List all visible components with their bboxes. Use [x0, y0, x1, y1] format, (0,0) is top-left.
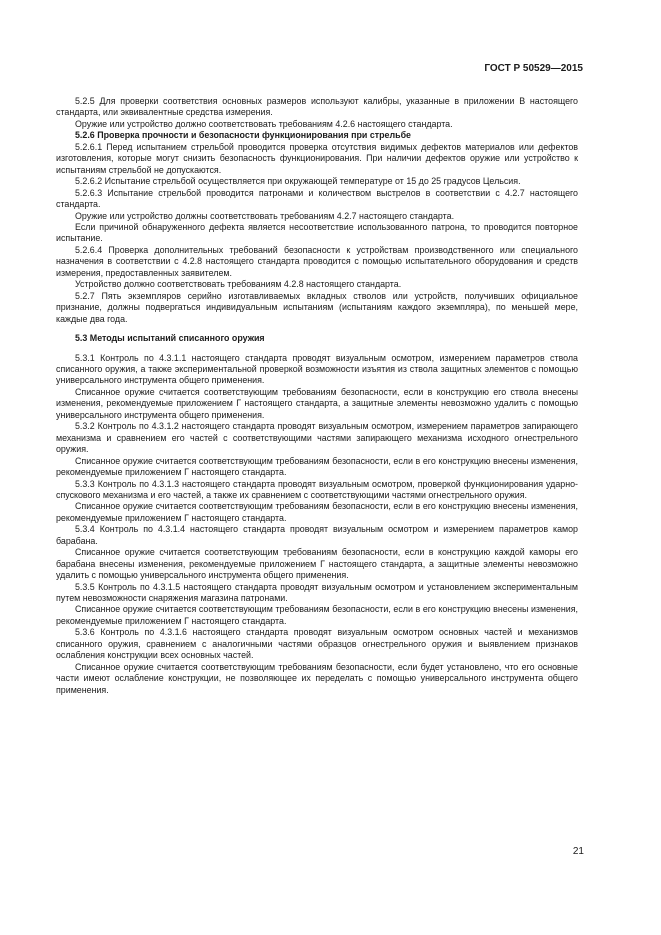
paragraph: Устройство должно соответствовать требованиям 4.2.8 настоящего стандарта. [75, 279, 402, 290]
paragraph: 5.2.6.1 Перед испытанием стрельбой проводится проверка отсутствия видимых дефектов материалов или дефектов изготовления, которые могут снизить безопасность функционирования. При наличии дефектов оружие или устройство к испытаниям стрельбой не допускаются. [56, 141, 578, 175]
paragraph: 5.2.5 Для проверки соответствия основных размеров используют калибры, указанные в приложении В настоящего стандарта, или эквивалентные средства измерения. [56, 96, 578, 118]
paragraph: Списанное оружие считается соответствующим требованиям безопасности, если в конструкцию его ствола внесены изменения, рекомендуемые приложением Г настоящего стандарта, а защитные элементы невозможно удалить с помощью универсального инструмента общего применения. [56, 386, 578, 420]
section-heading: 5.2.6 Проверка прочности и безопасности функционирования при стрельбе [75, 130, 411, 141]
paragraph: 5.2.7 Пять экземпляров серийно изготавливаемых вкладных стволов или устройств, получивших официальное признание, должны подвергаться индивидуальным испытаниям (испытаниям каждого экземпляра), по меньшей мере, каждые два года. [56, 290, 578, 324]
document-code: ГОСТ Р 50529—2015 [484, 63, 583, 74]
paragraph: 5.2.6.3 Испытание стрельбой проводится патронами и количеством выстрелов в соответствии с 4.2.7 настоящего стандарта. [56, 187, 578, 210]
paragraph: 5.2.6.4 Проверка дополнительных требований безопасности к устройствам производственного или специального назначения в соответствии с 4.2.8 настоящего стандарта проводится с помощью испытательного оборудования и средств измерения, предоставленных заявителем. [56, 244, 578, 278]
paragraph: 5.3.2 Контроль по 4.3.1.2 настоящего стандарта проводят визуальным осмотром, измерением параметров запирающего механизма и сравнением его частей с соответствующими частями запирающего механизма исходного огнестрельного оружия. [56, 421, 578, 455]
paragraph: 5.3.3 Контроль по 4.3.1.3 настоящего стандарта проводят визуальным осмотром, проверкой функционирования ударно-спускового механизма и его частей, а также их сравнением с соответствующими частями огнестрельного оружия. [56, 478, 578, 500]
section-heading: 5.3 Методы испытаний списанного оружия [75, 333, 265, 344]
paragraph: 5.3.1 Контроль по 4.3.1.1 настоящего стандарта проводят визуальным осмотром, измерением параметров ствола списанного оружия, а также экспериментальной проверкой возможности изъятия из ствола защитных элементов с помощью универсального инструмента общего применения. [56, 352, 578, 386]
paragraph: 5.3.4 Контроль по 4.3.1.4 настоящего стандарта проводят визуальным осмотром и измерением параметров камор барабана. [56, 524, 578, 546]
paragraph: Списанное оружие считается соответствующим требованиям безопасности, если в конструкцию каждой каморы его барабана внесены изменения, рекомендуемые приложением Г настоящего стандарта, а защитные элементы невозможно удалить с помощью универсального инструмента общего применения. [56, 547, 578, 581]
page-number: 21 [572, 846, 584, 857]
paragraph: Списанное оружие считается соответствующим требованиям безопасности, если в его конструкцию внесены изменения, рекомендуемые приложением Г настоящего стандарта. [56, 501, 578, 523]
paragraph: Списанное оружие считается соответствующим требованиям безопасности, если в его конструкцию внесены изменения, рекомендуемые приложением Г настоящего стандарта. [56, 455, 578, 478]
document-body [56, 96, 578, 696]
paragraph: Если причиной обнаруженного дефекта является несоответствие использованного патрона, то проводится повторное испытание. [56, 221, 578, 244]
paragraph: Оружие или устройство должно соответствовать требованиям 4.2.6 настоящего стандарта. [75, 118, 453, 129]
paragraph: Списанное оружие считается соответствующим требованиям безопасности, если будет установлено, что его основные части имеют ослабление конструкции, не позволяющее их переделать с помощью универсального инструмента общего применения. [56, 661, 578, 695]
paragraph: 5.3.5 Контроль по 4.3.1.5 настоящего стандарта проводят визуальным осмотром и установлением экспериментальным путем невозможности снаряжения магазина патронами. [56, 581, 578, 604]
paragraph: Оружие или устройство должны соответствовать требованиям 4.2.7 настоящего стандарта. [75, 210, 455, 221]
paragraph: 5.3.6 Контроль по 4.3.1.6 настоящего стандарта проводят визуальным осмотром основных частей и механизмов списанного оружия, сравнением с аналогичными частями образцов огнестрельного оружия и выявлением признаков ослабления конструкции всех основных частей. [56, 627, 578, 661]
paragraph: 5.2.6.2 Испытание стрельбой осуществляется при окружающей температуре от 15 до 25 градусов Цельсия. [75, 176, 521, 187]
paragraph: Списанное оружие считается соответствующим требованиям безопасности, если в его конструкцию внесены изменения, рекомендуемые приложением Г настоящего стандарта. [56, 604, 578, 626]
